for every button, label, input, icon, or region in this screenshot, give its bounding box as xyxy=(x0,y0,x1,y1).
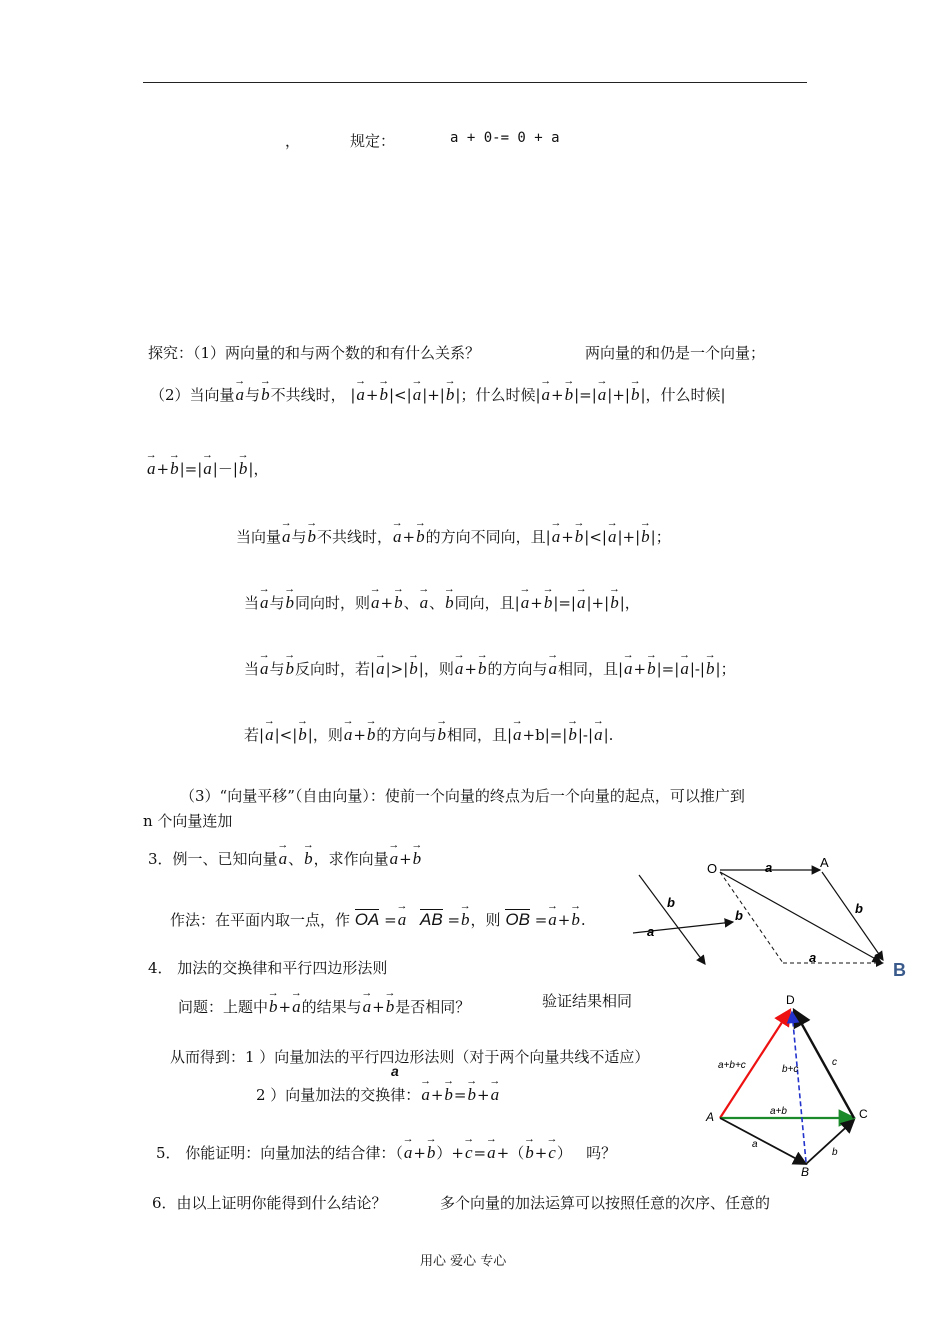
label-a-plus-b-plus-c: a+b+c xyxy=(718,1060,746,1071)
case-opposite-smaller: 若|→ a|<|→ b|，则→ a+→ b的方向与→ b相同，且|→ a+b|=|→ b|-|→ a|. xyxy=(244,718,613,745)
question-2-cont: → a+→ b|=|→ a|－|→ b|， xyxy=(146,452,268,479)
point-A: A xyxy=(820,855,829,870)
construction-method: 作法：在平面内取一点，作 OA =→ a AB =→ b，则 OB =→ a+→ b. xyxy=(170,903,586,930)
label-a-bottom: a xyxy=(809,950,817,965)
section-6-question: 6．由以上证明你能得到什么结论？ xyxy=(152,1194,387,1212)
parallelogram-rule: 从而得到：1 ）向量加法的平行四边形法则（对于两个向量共线不适应） xyxy=(170,1048,650,1066)
commutative-law: 2 ）向量加法的交换律：→ a+→ b=→ b+→ a xyxy=(256,1078,500,1105)
associative-figure xyxy=(702,990,892,1180)
label-a-free: a xyxy=(647,924,655,939)
point-C: C xyxy=(859,1107,868,1121)
label-a-plus-b: a+b xyxy=(770,1106,787,1117)
verify-text: 验证结果相同 xyxy=(542,992,633,1010)
vector-AB xyxy=(822,872,883,960)
rule-label: 规定： xyxy=(350,132,396,150)
label-c-edge: c xyxy=(832,1057,837,1068)
point-D: D xyxy=(786,993,795,1007)
label-a-edge: a xyxy=(752,1139,758,1150)
translation-line-1: （3）“向量平移”（自由向量）：使前一个向量的终点为后一个向量的起点，可以推广到 xyxy=(180,787,745,805)
section-6-answer: 多个向量的加法运算可以按照任意的次序、任意的 xyxy=(440,1194,771,1212)
section-4-question: 问题：上题中→ b+→ a的结果与→ a+→ b是否相同？ xyxy=(178,990,470,1017)
vector-b-plus-c xyxy=(792,1012,806,1162)
question-2: （2）当向量→ a与→ b不共线时， |→ a+→ b|<|→ a|+|→ b|；什么时候|→ a+→ b|=|→ a|+|→ b|，什么时候| xyxy=(150,378,726,405)
vector-c-edge xyxy=(794,1010,854,1118)
explore-question: 探究：（1）两向量的和与两个数的和有什么关系？ xyxy=(148,344,481,362)
comma: ， xyxy=(285,132,301,150)
label-b-edge: b xyxy=(832,1147,838,1158)
point-A2: A xyxy=(706,1110,715,1124)
header-rule xyxy=(143,82,807,83)
vector-a-edge xyxy=(720,1118,806,1164)
vector-OB xyxy=(720,872,881,962)
point-O: O xyxy=(707,861,718,876)
example-3: 3．例一、已知向量→ a、→ b，求作向量→ a+→ b xyxy=(148,842,422,869)
case-opposite-direction: 当→ a与→ b反向时，若|→ a|>|→ b|，则→ a+→ b的方向与→ a相同，且|→ a+→ b|=|→ a|-|→ b|； xyxy=(244,652,736,679)
vector-addition-figure xyxy=(625,850,920,985)
zero-formula: a + 0-= 0 + a xyxy=(450,130,560,146)
case-same-direction: 当→ a与→ b同向时，则→ a+→ b、→ a、→ b同向，且|→ a+→ b|=|→ a|+|→ b|， xyxy=(244,586,640,613)
stray-a-label: a xyxy=(391,1063,399,1079)
dashed-b xyxy=(720,872,783,963)
section-4-title: 4． 加法的交换律和平行四边形法则 xyxy=(148,959,388,977)
vector-b-free xyxy=(639,875,705,964)
label-a-top: a xyxy=(765,860,773,875)
label-b-free: b xyxy=(667,895,675,910)
label-b-left: b xyxy=(735,908,743,923)
footer: 用心 爱心 专心 xyxy=(420,1254,507,1269)
label-b-plus-c: b+c xyxy=(782,1064,799,1075)
point-B2: B xyxy=(801,1165,810,1179)
label-b-right: b xyxy=(855,901,863,916)
translation-line-2: n 个向量连加 xyxy=(143,812,233,830)
case-noncollinear: 当向量→ a与→ b不共线时，→ a+→ b的方向不同向，且|→ a+→ b|<|→ a|+|→ b|； xyxy=(236,520,671,547)
associative-law: 5． 你能证明：向量加法的结合律：（→ a+→ b）+→ c=→ a+（→ b+→ c） 吗？ xyxy=(156,1136,616,1163)
point-B: B xyxy=(893,960,906,980)
vector-b-edge xyxy=(806,1120,854,1164)
explore-answer: 两向量的和仍是一个向量； xyxy=(585,344,766,362)
